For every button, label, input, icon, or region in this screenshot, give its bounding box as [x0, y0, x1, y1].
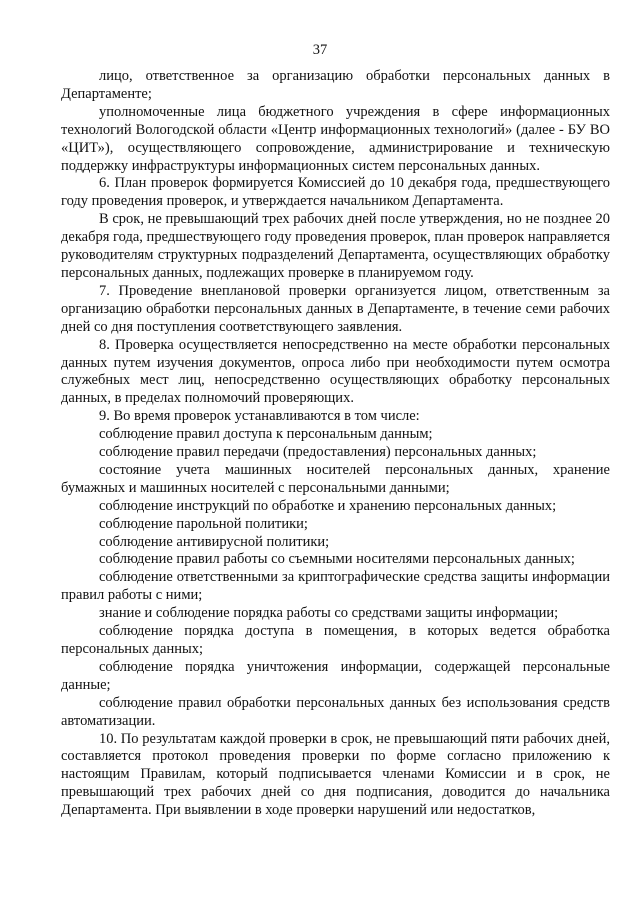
list-item-protection-means: знание и соблюдение порядка работы со средствами защиты информации;: [99, 605, 559, 622]
list-item-password-policy: соблюдение парольной политики;: [99, 515, 308, 532]
list-item-media-accounting: состояние учета машинных носителей персональных данных, хранение бумажных и машинных носителей с персональными данными;: [61, 461, 610, 496]
list-item-antivirus-policy: соблюдение антивирусной политики;: [99, 533, 330, 550]
list-item-transfer-rules: соблюдение правил передачи (предоставления) персональных данных;: [99, 444, 537, 461]
paragraph-responsible-person: лицо, ответственное за организацию обработки персональных данных в Департаменте;: [61, 68, 610, 102]
paragraph-item-7: 7. Проведение внеплановой проверки организуется лицом, ответственным за организацию обработки персональных данных в Департаменте, в течение семи рабочих дней со дня поступления соответствующего заявления.: [61, 282, 610, 335]
paragraph-cit-staff: уполномоченные лица бюджетного учреждения в сфере информационных технологий Вологодской области «Центр информационных технологий» (далее - БУ ВО «ЦИТ»), осуществляющего сопровождение, администрирование и техническую поддержку инфраструктуры информационных систем персональных данных.: [61, 103, 610, 174]
list-item-instructions: соблюдение инструкций по обработке и хранению персональных данных;: [99, 497, 557, 514]
paragraph-item-6: 6. План проверок формируется Комиссией до 10 декабря года, предшествующего году проведения проверок, и утверждается начальником Департамента.: [61, 175, 610, 210]
paragraph-item-8: 8. Проверка осуществляется непосредственно на месте обработки персональных данных путем изучения документов, опроса либо при необходимости путем осмотра служебных мест лиц, непосредственно осуществляющих обработку персональных данных, в пределах полномочий проверяющих.: [61, 336, 610, 407]
list-item-destruction-order: соблюдение порядка уничтожения информации, содержащей персональные данные;: [61, 658, 610, 693]
paragraph-plan-distribution: В срок, не превышающий трех рабочих дней после утверждения, но не позднее 20 декабря года, предшествующего году проведения проверок, план проверок направляется руководителям структурных подразделений Департамента, осуществляющих обработку персональных данных, подлежащих проверке в планируемом году.: [61, 211, 610, 281]
list-item-access-rules: соблюдение правил доступа к персональным данным;: [99, 426, 433, 443]
paragraph-item-10: 10. По результатам каждой проверки в срок, не превышающий пяти рабочих дней, составляется протокол проведения проверки по форме согласно приложению к настоящим Правилам, который подписывается членами Комиссии и в срок, не превышающий трех рабочих дней со дня подписания, доводится до начальника Департамента. При выявлении в ходе проверки нарушений или недостатков,: [61, 730, 610, 819]
list-item-removable-media: соблюдение правил работы со съемными носителями персональных данных;: [99, 551, 575, 568]
page-number: 37: [312, 42, 328, 58]
list-item-premises-access: соблюдение порядка доступа в помещения, в которых ведется обработка персональных данных;: [61, 623, 610, 657]
document-body: [61, 68, 610, 820]
list-item-crypto-means: соблюдение ответственными за криптографические средства защиты информации правил работы с ними;: [61, 569, 610, 604]
paragraph-item-9: 9. Во время проверок устанавливаются в том числе:: [99, 408, 420, 425]
list-item-non-automated: соблюдение правил обработки персональных данных без использования средств автоматизации.: [61, 694, 610, 729]
